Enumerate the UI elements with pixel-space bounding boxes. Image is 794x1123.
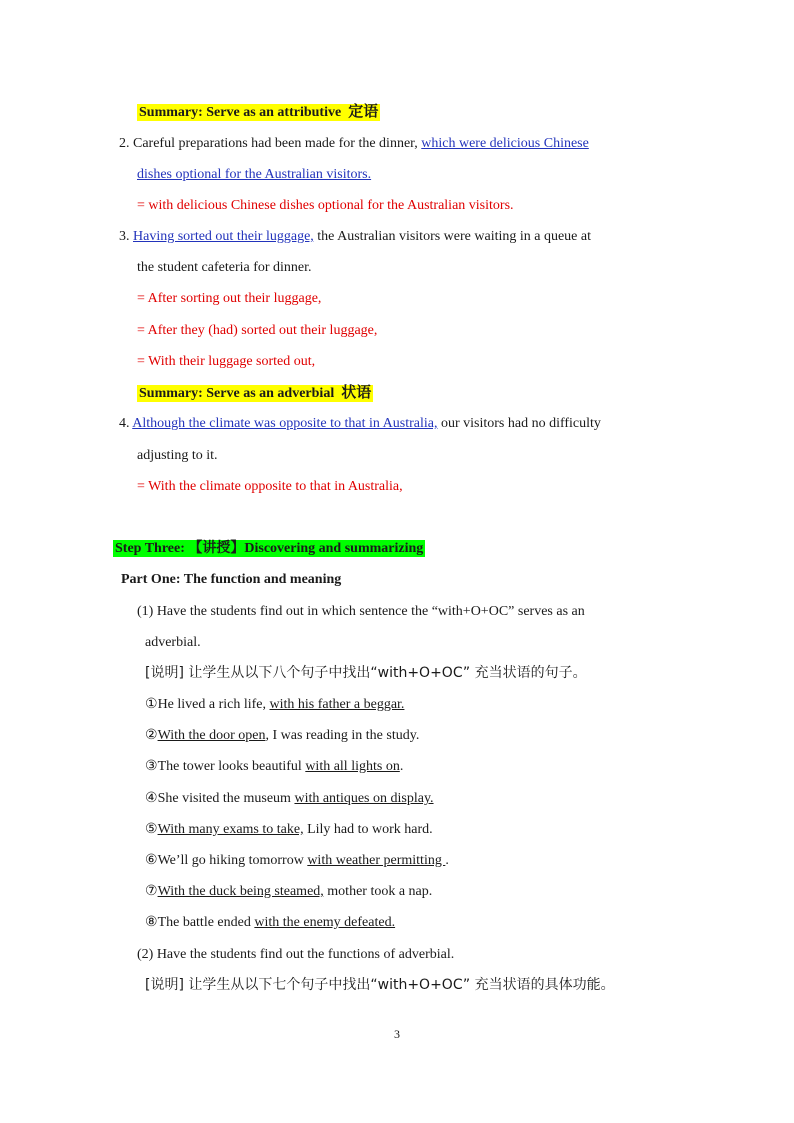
- sentence-text: , I was reading in the study.: [265, 728, 420, 743]
- sentence-item: [145, 821, 433, 839]
- item-4-rewrite: = With the climate opposite to that in Australia,: [137, 479, 403, 494]
- sentence-text: .: [399, 759, 404, 774]
- with-structure: with antiques on display.: [294, 791, 434, 806]
- summary-cn: 定语: [348, 102, 379, 120]
- sentence-marker: ⑤: [145, 822, 158, 837]
- item-4-line-2: adjusting to it.: [137, 448, 218, 463]
- sentence-text: .: [445, 853, 449, 868]
- sentence-item: [145, 790, 434, 808]
- sentence-marker: ⑥: [145, 853, 158, 868]
- with-structure: with weather permitting: [307, 853, 446, 868]
- summary-attributive: [137, 102, 380, 122]
- question-1-note: [说明] 让学生从以下八个句子中找出“with+O+OC” 充当状语的句子。: [145, 665, 587, 681]
- question-1-line-1: (1) Have the students find out in which sentence the “with+O+OC” serves as an: [137, 604, 585, 619]
- summary-adverbial: [137, 383, 373, 403]
- highlighted-clause: dishes optional for the Australian visitors.: [137, 167, 372, 182]
- highlighted-clause: Having sorted out their luggage,: [133, 229, 314, 244]
- sentence-marker: ③: [145, 759, 158, 774]
- with-structure: with his father a beggar.: [269, 697, 405, 712]
- highlighted-clause: which were delicious Chinese: [421, 136, 589, 151]
- item-3-line-2: the student cafeteria for dinner.: [137, 260, 312, 275]
- sentence-marker: ①: [145, 697, 158, 712]
- item-3-line-1: [119, 228, 591, 246]
- item-number: 2.: [119, 136, 130, 151]
- sentence-item: [145, 852, 449, 870]
- step-three-label: Step Three: 【讲授】Discovering and summarizing: [115, 541, 424, 556]
- item-text: our visitors had no difficulty: [440, 416, 601, 431]
- summary-label: Summary: Serve as an adverbial: [139, 386, 335, 401]
- question-2-note: [说明] 让学生从以下七个句子中找出“with+O+OC” 充当状语的具体功能。: [145, 977, 615, 993]
- sentence-item: [145, 914, 395, 932]
- sentence-text: The battle ended: [157, 915, 255, 930]
- sentence-marker: ②: [145, 728, 158, 743]
- sentence-item: [145, 883, 432, 901]
- item-2-rewrite: = with delicious Chinese dishes optional for the Australian visitors.: [137, 198, 514, 213]
- summary-cn: 状语: [341, 383, 372, 401]
- item-3-rewrite-3: = With their luggage sorted out,: [137, 354, 316, 369]
- step-three-heading: [113, 540, 425, 558]
- item-number: 4.: [119, 416, 130, 431]
- sentence-item: [145, 727, 419, 745]
- summary-label: Summary: Serve as an attributive: [139, 105, 342, 120]
- item-number: 3.: [119, 229, 130, 244]
- with-structure: With the door open: [157, 728, 266, 743]
- item-3-rewrite-1: = After sorting out their luggage,: [137, 291, 322, 306]
- question-2-line-1: (2) Have the students find out the functions of adverbial.: [137, 947, 455, 962]
- sentence-text: mother took a nap.: [323, 884, 433, 899]
- sentence-text: We’ll go hiking tomorrow: [157, 853, 308, 868]
- sentence-item: [145, 758, 403, 776]
- sentence-marker: ⑧: [145, 915, 158, 930]
- sentence-item: [145, 696, 404, 714]
- item-text: Careful preparations had been made for the dinner,: [133, 136, 418, 151]
- sentence-text: The tower looks beautiful: [157, 759, 306, 774]
- sentence-marker: ④: [145, 791, 158, 806]
- highlighted-clause: Although the climate was opposite to that in Australia,: [132, 416, 438, 431]
- item-3-rewrite-2: = After they (had) sorted out their luggage,: [137, 323, 378, 338]
- item-2-line-2: [137, 166, 371, 184]
- with-structure: with all lights on: [305, 759, 400, 774]
- sentence-text: She visited the museum: [157, 791, 295, 806]
- item-2-line-1: [119, 135, 589, 153]
- sentence-text: He lived a rich life,: [157, 697, 270, 712]
- question-1-line-2: adverbial.: [145, 635, 201, 650]
- sentence-text: Lily had to work hard.: [303, 822, 433, 837]
- with-structure: With many exams to take,: [157, 822, 304, 837]
- part-one-heading: Part One: The function and meaning: [121, 572, 342, 587]
- page-number: 3: [394, 1027, 400, 1041]
- with-structure: with the enemy defeated.: [254, 915, 396, 930]
- with-structure: With the duck being steamed,: [157, 884, 324, 899]
- item-text: the Australian visitors were waiting in a queue at: [317, 229, 592, 244]
- sentence-marker: ⑦: [145, 884, 158, 899]
- item-4-line-1: [119, 415, 601, 433]
